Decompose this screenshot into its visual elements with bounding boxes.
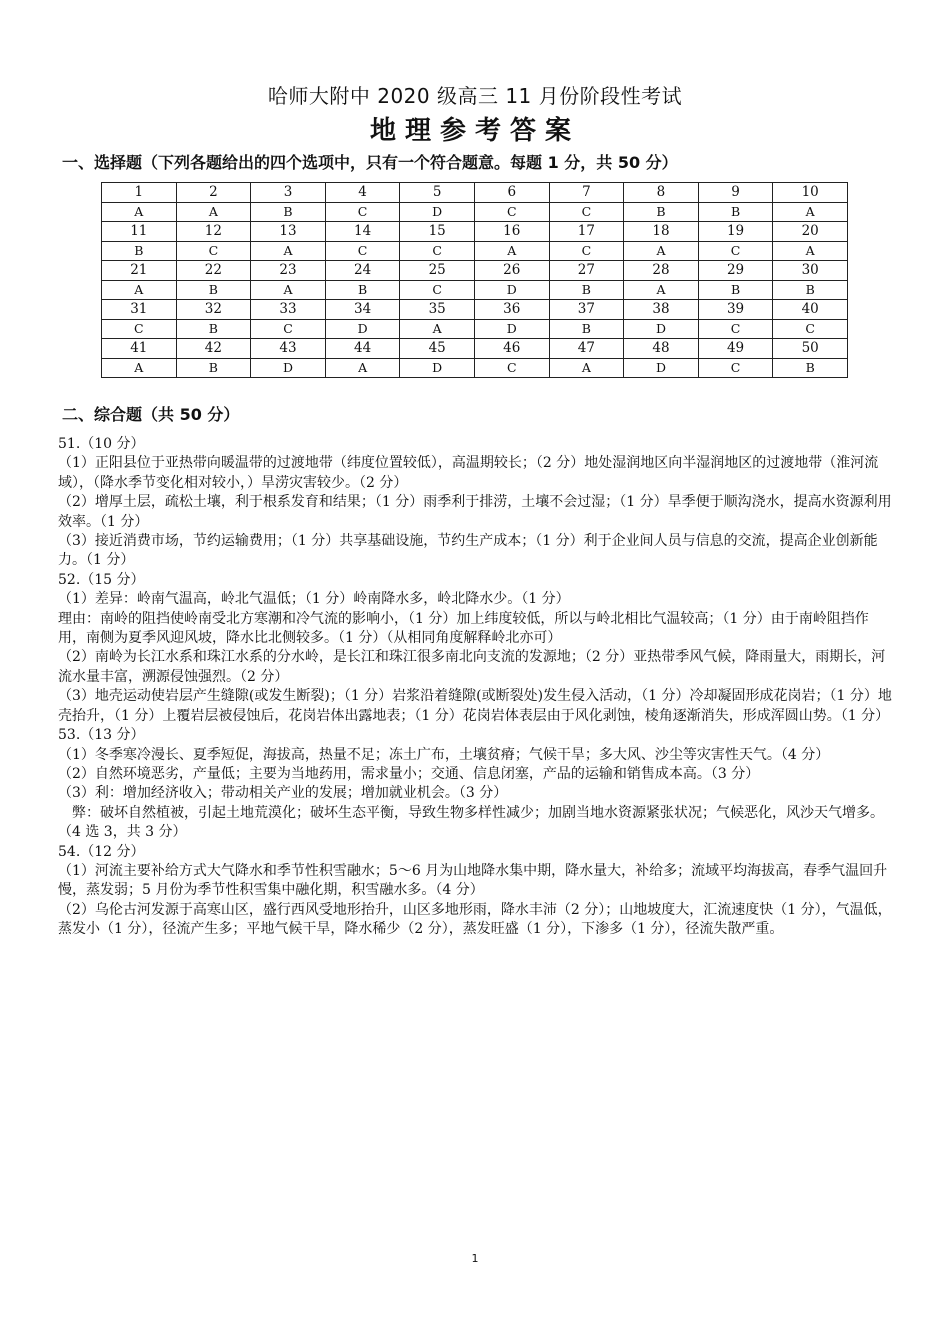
answer-cell: A <box>624 280 699 300</box>
answer-paragraph: 52.（15 分） <box>58 571 145 588</box>
answer-cell: A <box>102 358 177 378</box>
answer-cell: B <box>698 202 773 222</box>
answer-cell: B <box>325 280 400 300</box>
question-number-cell: 10 <box>773 183 848 203</box>
answer-cell: D <box>624 358 699 378</box>
question-number-cell: 34 <box>325 300 400 320</box>
question-number-cell: 13 <box>251 222 326 242</box>
answer-cell: B <box>176 280 251 300</box>
answer-cell: C <box>549 241 624 261</box>
answer-paragraph: 理由：南岭的阻挡使岭南受北方寒潮和冷气流的影响小，（1 分）加上纬度较低，所以与岭北相比气温较高；（1 分）由于南岭阻挡作用，南侧为夏季风迎风坡，降水比北侧较多。（1 分）（从相同角度解释岭北亦可） <box>58 610 869 647</box>
answer-paragraph: （2）南岭为长江水系和珠江水系的分水岭，是长江和珠江很多南北向支流的发源地；（2 分）亚热带季风气候，降雨量大，雨期长，河流水量丰富，溯源侵蚀强烈。（2 分） <box>58 649 886 685</box>
answer-cell: B <box>549 319 624 339</box>
answer-cell: B <box>773 280 848 300</box>
question-number-cell: 40 <box>773 300 848 320</box>
answer-paragraph: （2）乌伦古河发源于高寒山区，盛行西风受地形抬升，山区多地形雨，降水丰沛（2 分）；山地坡度大，汇流速度快（1 分），气温低，蒸发小（1 分），径流产生多；平地气候干旱，降水稀少（2 分），蒸发旺盛（1 分），下渗多（1 分），径流失散严重。 <box>58 901 892 938</box>
answer-cell: D <box>624 319 699 339</box>
exam-title: 哈师大附中 2020 级高三 11 月份阶段性考试 <box>267 84 683 108</box>
answer-cell: C <box>400 241 475 261</box>
question-number-cell: 11 <box>102 222 177 242</box>
answer-cell: C <box>251 319 326 339</box>
answer-cell: D <box>325 319 400 339</box>
question-number-cell: 29 <box>698 261 773 281</box>
answer-cell: A <box>773 241 848 261</box>
answer-paragraph: 53.（13 分） <box>58 727 145 744</box>
question-number-cell: 17 <box>549 222 624 242</box>
answer-cell: A <box>251 280 326 300</box>
answer-paragraph: （2）自然环境恶劣，产量低；主要为当地药用，需求量小；交通、信息闭塞，产品的运输和销售成本高。（3 分） <box>58 765 760 782</box>
answer-cell: B <box>176 358 251 378</box>
answer-cell: C <box>773 319 848 339</box>
section2-heading: 二、综合题（共 50 分） <box>62 405 240 424</box>
question-number-row <box>102 261 848 281</box>
section1-heading: 一、选择题（下列各题给出的四个选项中，只有一个符合题意。每题 1 分，共 50 分） <box>62 153 678 172</box>
answer-cell: C <box>176 241 251 261</box>
question-number-cell: 7 <box>549 183 624 203</box>
answer-cell: C <box>474 358 549 378</box>
question-number-cell: 24 <box>325 261 400 281</box>
question-number-cell: 18 <box>624 222 699 242</box>
question-number-cell: 42 <box>176 339 251 359</box>
answer-cell: A <box>400 319 475 339</box>
question-number-cell: 16 <box>474 222 549 242</box>
question-number-cell: 6 <box>474 183 549 203</box>
question-number-cell: 32 <box>176 300 251 320</box>
answer-row <box>102 280 848 300</box>
question-number-cell: 41 <box>102 339 177 359</box>
question-number-cell: 21 <box>102 261 177 281</box>
question-number-cell: 12 <box>176 222 251 242</box>
question-number-cell: 28 <box>624 261 699 281</box>
answer-row <box>102 202 848 222</box>
question-number-cell: 3 <box>251 183 326 203</box>
answer-cell: B <box>549 280 624 300</box>
answer-paragraph: （3）地壳运动使岩层产生缝隙(或发生断裂)；（1 分）岩浆沿着缝隙(或断裂处)发生侵入活动，（1 分）冷却凝固形成花岗岩；（1 分）地壳抬升，（1 分）上覆岩层被侵蚀后，花岗岩体出露地表；（1 分）花岗岩体表层由于风化剥蚀，棱角逐渐消失，形成浑圆山势。（1 分） <box>58 688 892 724</box>
question-number-cell: 36 <box>474 300 549 320</box>
answer-cell: A <box>176 202 251 222</box>
question-number-cell: 43 <box>251 339 326 359</box>
question-number-cell: 38 <box>624 300 699 320</box>
answer-paragraph: （3）接近消费市场，节约运输费用；（1 分）共享基础设施，节约生产成本；（1 分）利于企业间人员与信息的交流，提高企业创新能力。（1 分） <box>58 533 878 569</box>
answer-paragraph: （1）正阳县位于亚热带向暖温带的过渡地带（纬度位置较低），高温期较长；（2 分）地处湿润地区向半湿润地区的过渡地带（淮河流域），（降水季节变化相对较小，）旱涝灾害较少。（2 分） <box>58 455 879 491</box>
question-number-cell: 35 <box>400 300 475 320</box>
section2-body <box>58 435 894 940</box>
answer-cell: A <box>624 241 699 261</box>
answer-paragraph: （3）利：增加经济收入；带动相关产业的发展；增加就业机会。（3 分） <box>58 785 508 802</box>
answer-cell: C <box>474 202 549 222</box>
question-number-cell: 47 <box>549 339 624 359</box>
answer-paragraph: （1）差异：岭南气温高，岭北气温低；（1 分）岭南降水多，岭北降水少。（1 分） <box>58 591 570 608</box>
question-number-cell: 4 <box>325 183 400 203</box>
question-number-cell: 44 <box>325 339 400 359</box>
answer-cell: A <box>474 241 549 261</box>
answer-cell: C <box>698 319 773 339</box>
answer-cell: C <box>102 319 177 339</box>
answer-paragraph: （1）冬季寒冷漫长、夏季短促，海拔高，热量不足；冻土广布，土壤贫瘠；气候干旱；多大风、沙尘等灾害性天气。（4 分） <box>58 746 830 763</box>
answer-cell: B <box>773 358 848 378</box>
question-number-cell: 30 <box>773 261 848 281</box>
answer-paragraph: （1）河流主要补给方式大气降水和季节性积雪融水；5～6 月为山地降水集中期，降水量大，补给多；流域平均海拔高，春季气温回升慢，蒸发弱；5 月份为季节性积雪集中融化期，积雪融水多。（4 分） <box>58 862 888 899</box>
answer-cell: C <box>400 280 475 300</box>
question-number-cell: 22 <box>176 261 251 281</box>
answer-cell: A <box>102 280 177 300</box>
question-number-cell: 2 <box>176 183 251 203</box>
question-number-row <box>102 339 848 359</box>
answer-cell: D <box>474 280 549 300</box>
question-number-cell: 15 <box>400 222 475 242</box>
answer-cell: A <box>251 241 326 261</box>
question-number-cell: 46 <box>474 339 549 359</box>
question-number-cell: 39 <box>698 300 773 320</box>
answer-row <box>102 358 848 378</box>
question-number-cell: 1 <box>102 183 177 203</box>
answer-cell: A <box>325 358 400 378</box>
question-number-row <box>102 222 848 242</box>
question-number-cell: 20 <box>773 222 848 242</box>
question-number-cell: 25 <box>400 261 475 281</box>
answer-cell: A <box>773 202 848 222</box>
question-number-cell: 49 <box>698 339 773 359</box>
answer-cell: C <box>325 241 400 261</box>
question-number-cell: 31 <box>102 300 177 320</box>
question-number-cell: 8 <box>624 183 699 203</box>
answer-paragraph: 54.（12 分） <box>58 843 145 860</box>
answer-cell: D <box>251 358 326 378</box>
answer-table <box>101 182 848 378</box>
question-number-cell: 45 <box>400 339 475 359</box>
question-number-cell: 9 <box>698 183 773 203</box>
answer-cell: B <box>102 241 177 261</box>
answer-cell: C <box>549 202 624 222</box>
question-number-cell: 27 <box>549 261 624 281</box>
answer-cell: D <box>474 319 549 339</box>
answer-row <box>102 319 848 339</box>
answer-cell: D <box>400 358 475 378</box>
answer-cell: A <box>102 202 177 222</box>
page-title: 地理参考答案 <box>369 116 580 146</box>
answer-cell: B <box>176 319 251 339</box>
question-number-cell: 5 <box>400 183 475 203</box>
question-number-row <box>102 300 848 320</box>
answer-cell: B <box>624 202 699 222</box>
answer-cell: A <box>549 358 624 378</box>
answer-row <box>102 241 848 261</box>
question-number-row <box>102 183 848 203</box>
answer-cell: B <box>251 202 326 222</box>
question-number-cell: 26 <box>474 261 549 281</box>
question-number-cell: 37 <box>549 300 624 320</box>
answer-cell: C <box>325 202 400 222</box>
answer-cell: C <box>698 358 773 378</box>
question-number-cell: 23 <box>251 261 326 281</box>
question-number-cell: 50 <box>773 339 848 359</box>
question-number-cell: 33 <box>251 300 326 320</box>
question-number-cell: 14 <box>325 222 400 242</box>
question-number-cell: 48 <box>624 339 699 359</box>
question-number-cell: 19 <box>698 222 773 242</box>
answer-cell: C <box>698 241 773 261</box>
answer-paragraph: 51.（10 分） <box>58 436 145 452</box>
answer-cell: B <box>698 280 773 300</box>
answer-cell: D <box>400 202 475 222</box>
page-number: 1 <box>471 1252 479 1265</box>
answer-paragraph: （2）增厚土层，疏松土壤，利于根系发育和结果；（1 分）雨季利于排涝，土壤不会过湿；（1 分）旱季便于顺沟浇水，提高水资源利用效率。（1 分） <box>58 494 892 530</box>
answer-paragraph: 弊：破坏自然植被，引起土地荒漠化；破坏生态平衡，导致生物多样性减少；加剧当地水资源紧张状况；气候恶化，风沙天气增多。（4 选 3，共 3 分） <box>58 804 884 841</box>
